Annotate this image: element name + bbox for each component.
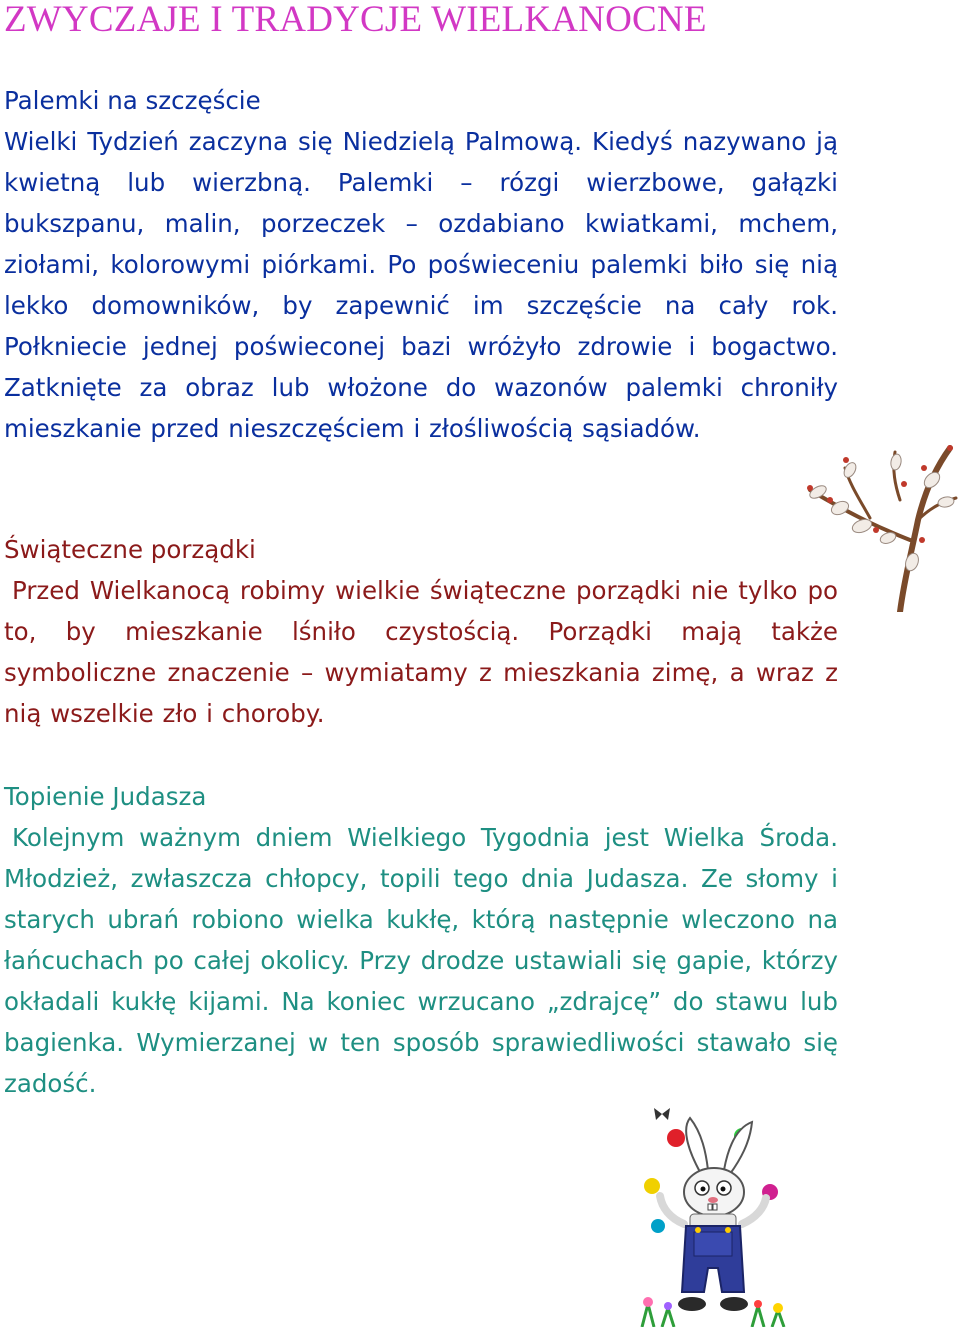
juggling-bunny-illustration [632, 1108, 792, 1327]
section-porzadki [4, 529, 838, 734]
section-heading-porzadki: Świąteczne porządki [4, 535, 256, 564]
section-judasz [4, 776, 838, 1104]
section-heading-palemki: Palemki na szczęście [4, 86, 261, 115]
section-heading-judasz: Topienie Judasza [4, 782, 207, 811]
pussy-willow-branch-illustration [800, 440, 958, 612]
section-palemki [4, 80, 838, 449]
document-title: ZWYCZAJE I TRADYCJE WIELKANOCNE [4, 0, 707, 40]
section-text-porzadki: Przed Wielkanocą robimy wielkie świąteczne porządki nie tylko po to, by mieszkanie lśniło czystością. Porządki mają także symboliczne znaczenie – wymiatamy z mieszkania zimę, a wraz z nią wszelkie zło i choroby. [4, 576, 838, 728]
butterfly-icon [654, 1108, 670, 1120]
section-text-palemki: Wielki Tydzień zaczyna się Niedzielą Palmową. Kiedyś nazywano ją kwietną lub wierzbną. Palemki – rózgi wierzbowe, gałązki bukszpanu, malin, porzeczek – ozdabiano kwiatkami, mchem, ziołami, kolorowymi piórkami. Po poświeceniu palemki biło się nią lekko domowników, by zapewnić im szczęście na cały rok. Połkniecie jednej poświeconej bazi wróżyło zdrowie i bogactwo. Zatknięte za obraz lub włożone do wazonów palemki chroniły mieszkanie przed nieszczęściem i złośliwością sąsiadów. [4, 127, 838, 443]
section-text-judasz: Kolejnym ważnym dniem Wielkiego Tygodnia jest Wielka Środa. Młodzież, zwłaszcza chłopcy, topili tego dnia Judasza. Ze słomy i starych ubrań robiono wielka kukłę, którą następnie wleczono na łańcuchach po całej okolicy. Przy drodze ustawiali się gapie, którzy okładali kukłę kijami. Na koniec wrzucano „zdrajcę” do stawu lub bagienka. Wymierzanej w ten sposób sprawiedliwości stawało się zadość. [4, 823, 838, 1098]
